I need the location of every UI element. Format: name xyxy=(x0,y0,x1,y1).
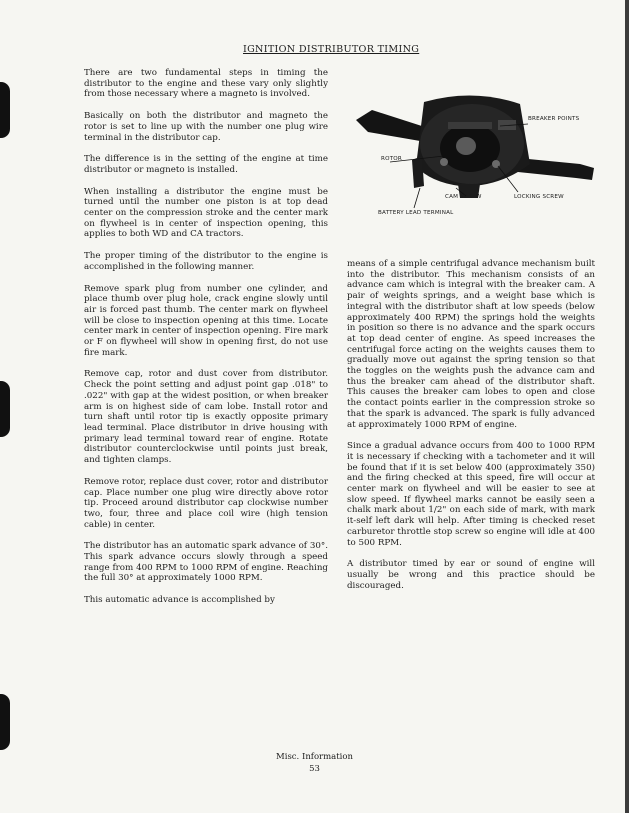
paragraph: The difference is in the setting of the engine at time distributor or magneto is installed. xyxy=(84,154,328,175)
paragraph: Remove rotor, replace dust cover, rotor and distributor cap. Place number one plug wire directly above rotor tip. Proceed around distributor cap clockwise number two, four, three and place coil wire (high tension cable) in center. xyxy=(84,476,328,530)
label-breaker-points: BREAKER POINTS xyxy=(528,116,580,122)
paragraph: means of a simple centrifugal advance mechanism built into the distributor. This mechanism consists of an advance cam which is integral with the breaker cam. A pair of weights springs, and a weight base which is integral with the distributor shaft at low speeds (below approximately 400 RPM) the springs hold the weights in position so there is no advance and the spark occurs at top dead center of engine. As speed increases the centrifugal force acting on the weights causes them to gradually move out against the spring tension so that the toggles on the weights push the advance cam and thus the breaker cam ahead of the distributor shaft. This causes the breaker cam lobes to open and close the contact points earlier in the compression stroke so that the spark is advanced. The spark is fully advanced at approximately 1000 RPM of engine. xyxy=(347,259,595,430)
paragraph: Since a gradual advance occurs from 400 to 1000 RPM it is necessary if checking with a tachometer and it will be found that if it is set below 400 (approximately 350) and the firing checked at this speed, fire will occur at center mark on flywheel and will be easier to see at slow speed. If flywheel marks cannot be easily seen a chalk mark about 1/2" on each side of mark, with mark it-self left dark will help. After timing is checked reset carburetor throttle stop screw so engine will idle at 400 to 500 RPM. xyxy=(347,441,595,548)
label-locking-screw: LOCKING SCREW xyxy=(514,194,564,200)
footer-section: Misc. Information xyxy=(276,752,353,762)
binder-hole-bottom xyxy=(0,694,10,750)
paragraph: A distributor timed by ear or sound of engine will usually be wrong and this practice should be discouraged. xyxy=(347,559,595,591)
label-rotor: ROTOR xyxy=(381,156,402,162)
page-edge-shadow xyxy=(625,0,629,813)
page-title: IGNITION DISTRIBUTOR TIMING xyxy=(243,44,420,55)
distributor-photo xyxy=(348,92,610,247)
paragraph: This automatic advance is accomplished by xyxy=(84,595,275,606)
paragraph: Basically on both the distributor and magneto the rotor is set to line up with the number one plug wire terminal in the distributor cap. xyxy=(84,111,328,143)
left-column xyxy=(84,68,328,617)
binder-hole-top xyxy=(0,82,10,138)
paragraph: The proper timing of the distributor to the engine is accomplished in the following manner. xyxy=(84,251,328,272)
binder-hole-middle xyxy=(0,381,10,437)
paragraph: Remove cap, rotor and dust cover from distributor. Check the point setting and adjust point gap .018" to .022" with gap at the widest position, or when breaker arm is on highest side of cam lobe. Install rotor and turn shaft until rotor tip is exactly opposite primary lead terminal. Place distributor in drive housing with primary lead terminal toward rear of engine. Rotate distributor counterclockwise until points just break, and tighten clamps. xyxy=(84,369,328,466)
paragraph: The distributor has an automatic spark advance of 30°. This spark advance occurs slowly through a speed range from 400 RPM to 1000 RPM of engine. Reaching the full 30° at approximately 1000 RPM. xyxy=(84,541,328,584)
label-battery-lead-terminal: BATTERY LEAD TERMINAL xyxy=(378,210,454,216)
paragraph: Remove spark plug from number one cylinder, and place thumb over plug hole, crack engine slowly until air is forced past thumb. The center mark on flywheel will be close to inspection opening at this time. Locate center mark in center of inspection opening. Fire mark or F on flywheel will show in opening first, do not use fire mark. xyxy=(84,283,328,358)
paragraph: When installing a distributor the engine must be turned until the number one piston is at top dead center on the compression stroke and the center mark on flywheel is in center of inspection opening, this applies to both WD and CA tractors. xyxy=(84,186,328,240)
right-column xyxy=(347,259,595,602)
page-number: 53 xyxy=(309,764,320,774)
label-cam-screw: CAM SCREW xyxy=(445,194,482,200)
paragraph: There are two fundamental steps in timing the distributor to the engine and these vary only slightly from those necessary where a magneto is involved. xyxy=(84,68,328,100)
